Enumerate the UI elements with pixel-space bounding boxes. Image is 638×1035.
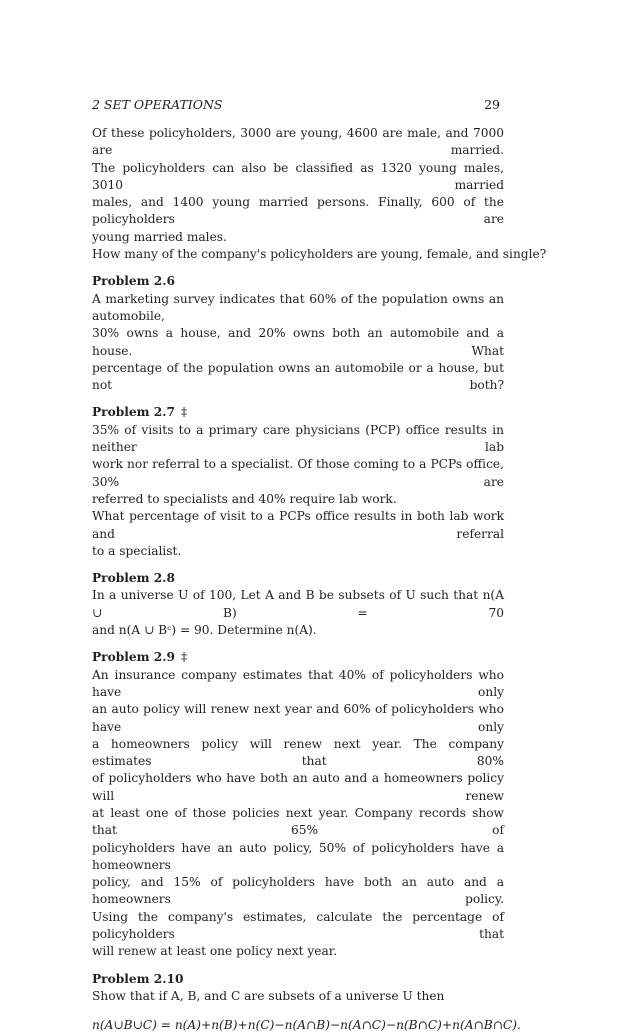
chapter-title: 2 SET OPERATIONS [92, 97, 223, 112]
text-line: How many of the company's policyholders are young, female, and single? [92, 247, 547, 262]
spacer [92, 263, 504, 273]
problem-2-9 [92, 649, 504, 960]
running-header [92, 97, 500, 112]
text-line: 35% of visits to a primary care physicians (PCP) office results in neither lab [92, 422, 504, 455]
problem-heading: Problem 2.6 [92, 274, 175, 289]
text-line: Of these policyholders, 3000 are young, 4600 are male, and 7000 are married. [92, 126, 504, 158]
problem-title: Problem 2.9 [92, 650, 175, 665]
page-number: 29 [484, 97, 500, 112]
text-line: of policyholders who have both an auto and a homeowners policy will renew [92, 771, 504, 803]
text-line: In a universe U of 100, Let A and B be subsets of U such that n(A ∪ B) = 70 [92, 588, 504, 620]
problem-title: Problem 2.7 [92, 405, 175, 420]
double-dagger-marker: ‡ [180, 405, 188, 420]
spacer [92, 1005, 504, 1017]
text-line: A marketing survey indicates that 60% of the population owns an automobile, [92, 291, 504, 323]
text-line: a homeowners policy will renew next year. The company estimates that 80% [92, 736, 504, 769]
spacer [92, 394, 504, 404]
text-line: an auto policy will renew next year and 60% of policyholders who have only [92, 702, 504, 734]
problem-2-6 [92, 273, 504, 394]
problem-2-7 [92, 404, 504, 560]
text-line: and n(A ∪ Bᶜ) = 90. Determine n(A). [92, 623, 317, 638]
text-line: policyholders have an auto policy, 50% of policyholders have a homeowners [92, 840, 504, 872]
text-line: to a specialist. [92, 543, 182, 558]
intro-paragraph [92, 125, 547, 263]
text-line: referred to specialists and 40% require lab work. [92, 491, 397, 506]
inclusion-exclusion-equation: n(A∪B∪C) = n(A)+n(B)+n(C)−n(A∩B)−n(A∩C)−n(B∩C)+n(A∩B∩C). [92, 1018, 521, 1033]
text-line: policy, and 15% of policyholders have both an auto and a homeowners policy. [92, 875, 504, 907]
problem-2-8 [92, 570, 504, 639]
text-line: percentage of the population owns an automobile or a house, but not both? [92, 360, 504, 393]
double-dagger-marker: ‡ [180, 650, 188, 665]
text-line: young married males. [92, 229, 227, 244]
problem-heading: Problem 2.8 [92, 571, 175, 586]
text-line: at least one of those policies next year. Company records show that 65% of [92, 805, 504, 838]
problem-heading [92, 404, 504, 421]
text-line: work nor referral to a specialist. Of those coming to a PCPs office, 30% are [92, 457, 504, 489]
text-line: 30% owns a house, and 20% owns both an automobile and a house. What [92, 326, 504, 358]
problem-heading [92, 649, 504, 666]
problem-2-10 [92, 971, 521, 1035]
text-line: will renew at least one policy next year. [92, 944, 338, 959]
spacer [92, 961, 504, 971]
text-line: Using the company's estimates, calculate the percentage of policyholders that [92, 909, 504, 942]
spacer [92, 560, 504, 570]
problem-heading: Problem 2.10 [92, 971, 184, 986]
text-line: Show that if A, B, and C are subsets of a universe U then [92, 988, 445, 1003]
text-line: An insurance company estimates that 40% of policyholders who have only [92, 667, 504, 699]
page-body [92, 125, 547, 1035]
spacer [92, 639, 504, 649]
text-line: What percentage of visit to a PCPs office results in both lab work and referral [92, 509, 504, 541]
text-line: males, and 1400 young married persons. Finally, 600 of the policyholders are [92, 195, 504, 227]
text-line: The policyholders can also be classified as 1320 young males, 3010 married [92, 160, 504, 192]
